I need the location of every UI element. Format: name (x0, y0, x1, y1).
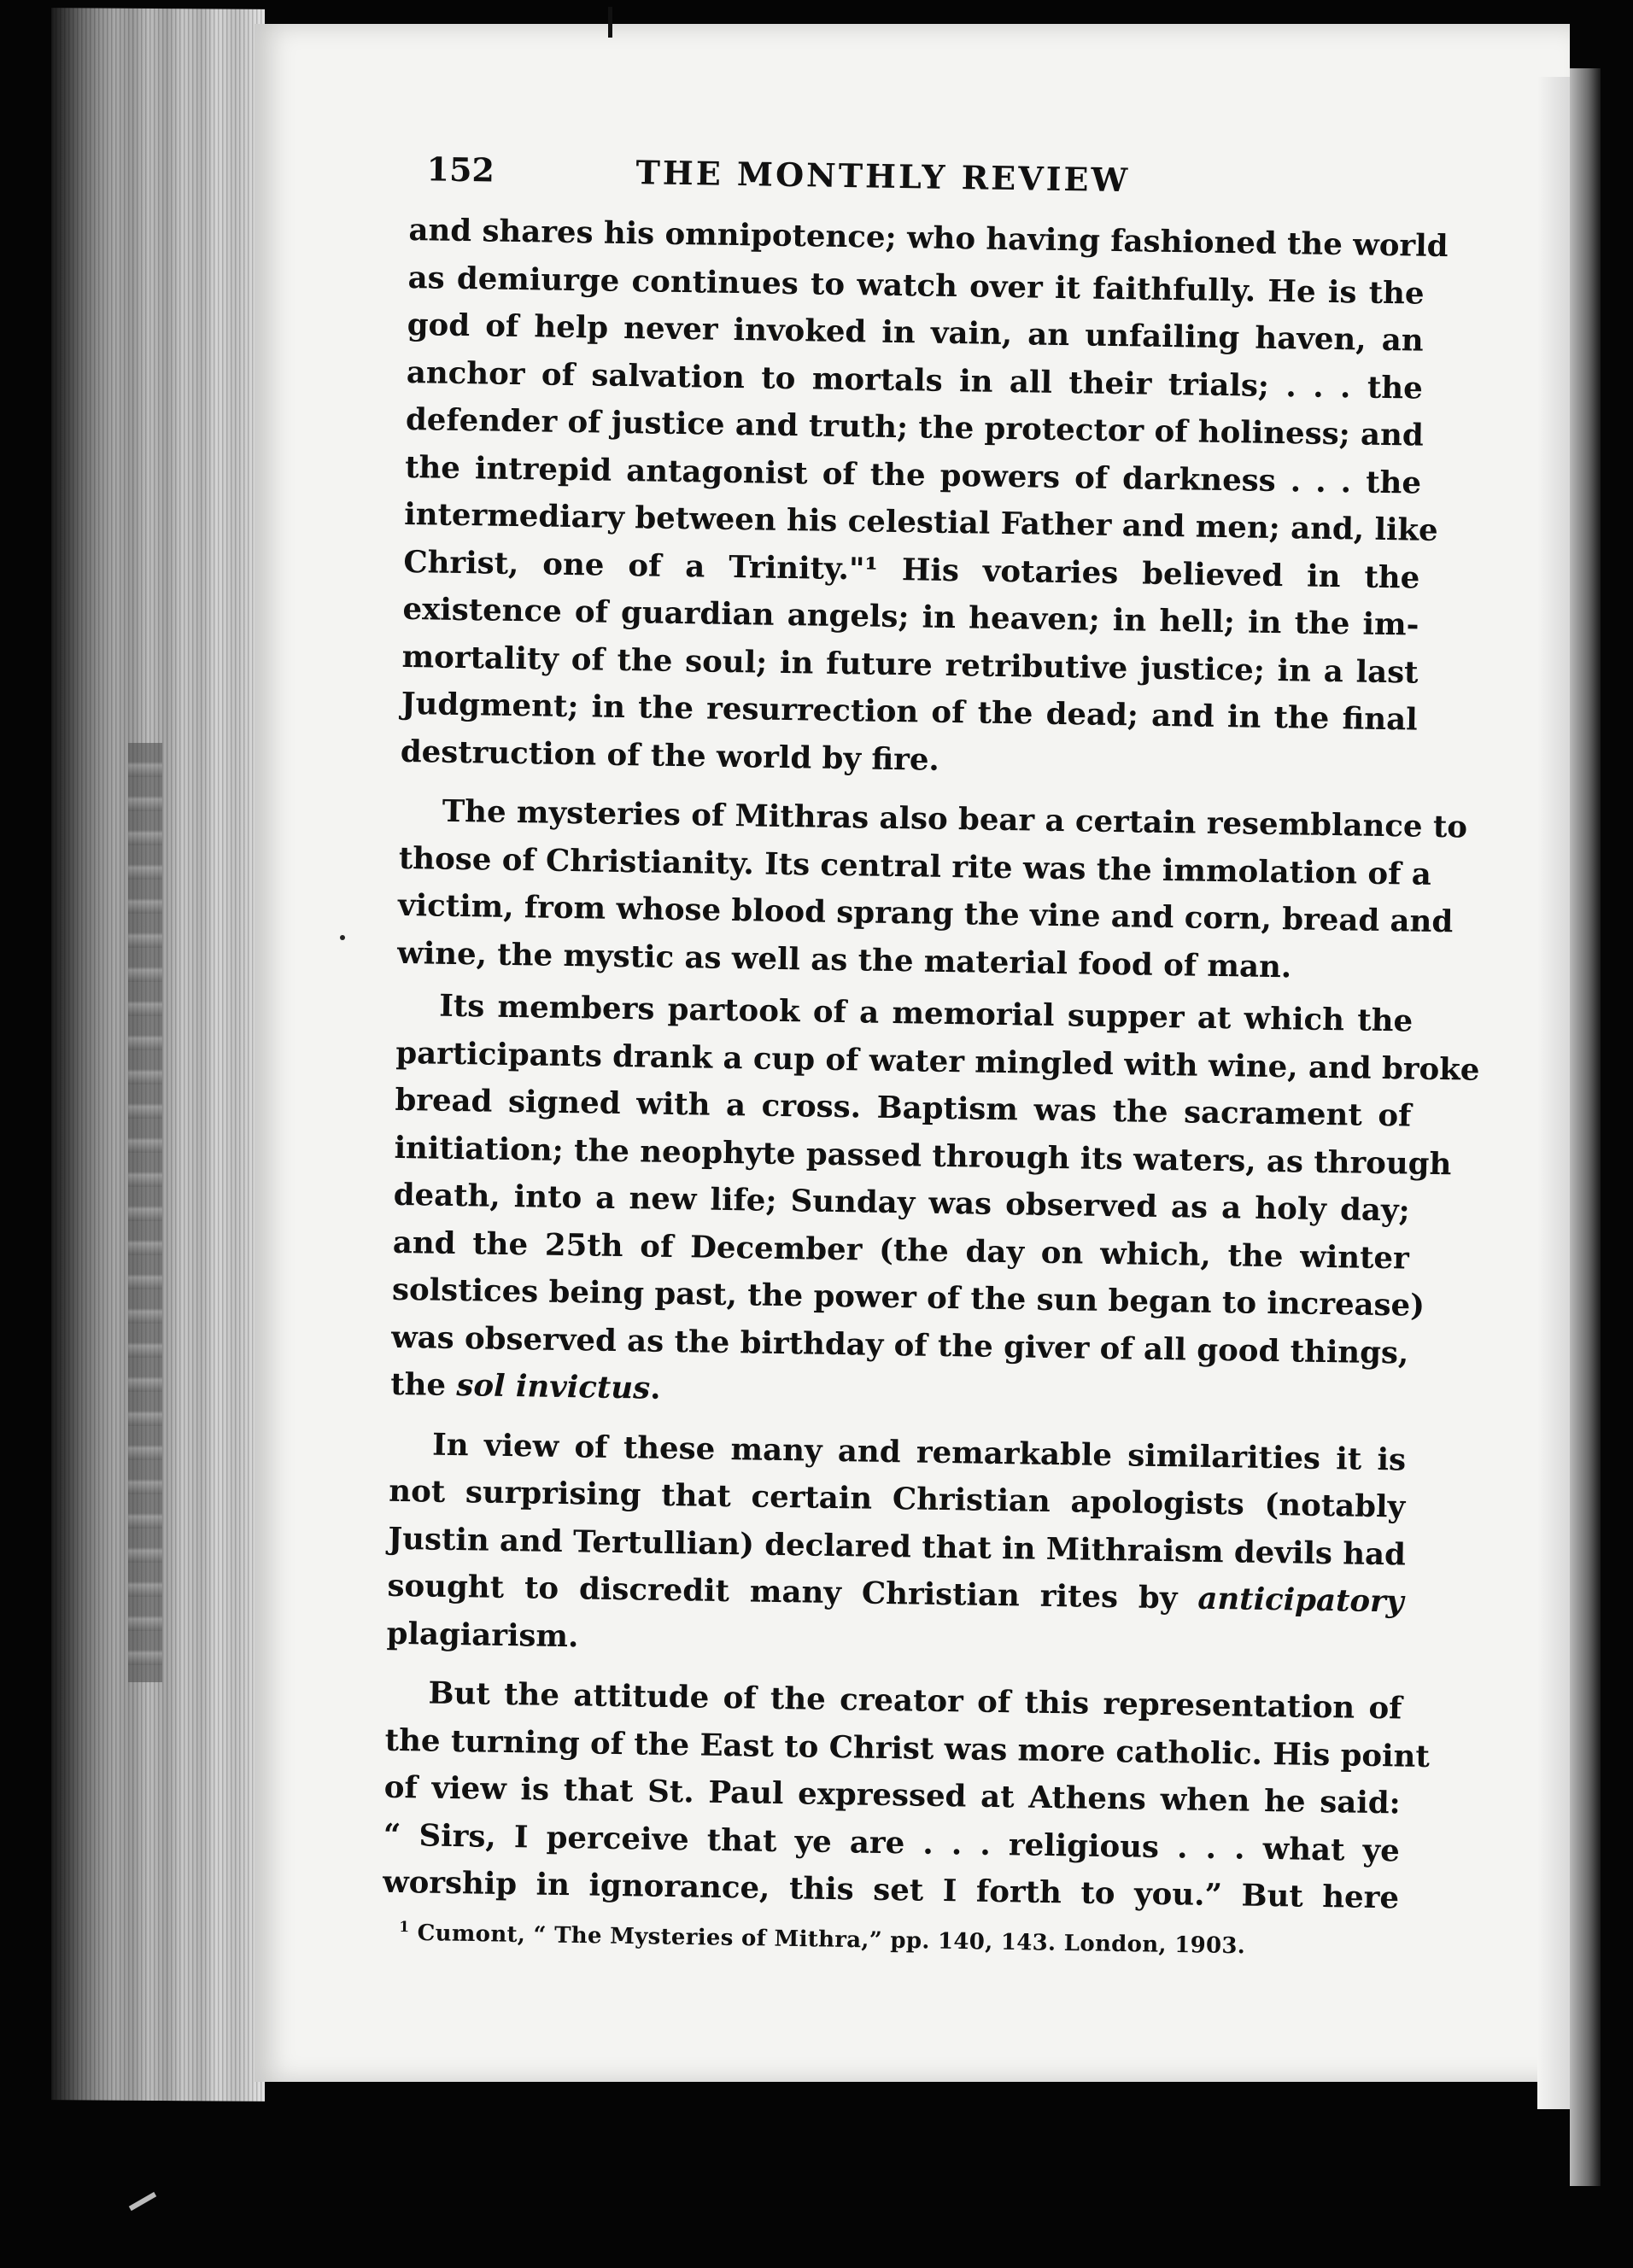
text-line: god of help never invoked in vain, an unfailing haven, an (407, 307, 1424, 359)
scan-mark (129, 2192, 156, 2211)
text-line: as demiurge continues to watch over it faithfully. He is the (407, 260, 1425, 312)
text-line: mortality of the soul; in future retributive justice; in a last (401, 639, 1419, 691)
paragraph (389, 982, 1480, 1424)
text-line: destruction of the world by fire. (400, 734, 940, 778)
text-line: anchor of salvation to mortals in all their trials; . . . the (406, 354, 1424, 406)
footnote-text: Cumont, “ The Mysteries of Mithra,” pp. 140, 143. London, 1903. (417, 1920, 1246, 1959)
paragraph (396, 787, 1468, 993)
text-line: the intrepid antagonist of the powers of darkness . . . the (404, 449, 1422, 501)
scan-mark (608, 7, 612, 38)
text-fragment: . (649, 1371, 661, 1406)
text-line: solstices being past, the power of the sun began to increase) (391, 1271, 1425, 1324)
journal-title: THE MONTHLY REVIEW (635, 153, 1131, 200)
text-line: wine, the mystic as well as the material food of man. (396, 935, 1292, 985)
text-fragment: the (389, 1366, 457, 1404)
text-fragment: sought to discredit many Christian rites by (387, 1568, 1198, 1616)
text-line: “ Sirs, I perceive that ye are . . . religious . . . what ye (383, 1817, 1401, 1868)
paragraph (382, 1669, 1431, 1922)
paragraph (386, 1420, 1406, 1673)
facing-page-edge (1570, 68, 1601, 2186)
page-content (382, 149, 1480, 1961)
text-line: plagiarism. (386, 1616, 579, 1654)
text-line: the turning of the East to Christ was more catholic. His point (384, 1722, 1431, 1774)
text-line: worship in ignorance, this set I forth to you.” But here (382, 1864, 1400, 1916)
footnote-marker: 1 (399, 1918, 410, 1936)
italic-phrase: anticipatory (1197, 1581, 1404, 1620)
text-line: intermediary between his celestial Father and men; and, like (403, 496, 1438, 548)
text-line: Judgment; in the resurrection of the dead; and in the final (401, 686, 1418, 738)
text-line: existence of guardian angels; in heaven; in hell; in the im- (402, 591, 1419, 643)
text-line: death, into a new life; Sunday was observed as a holy day; (393, 1177, 1410, 1229)
text-line: But the attitude of the creator of this representation of (428, 1675, 1402, 1727)
body-text (382, 207, 1480, 1922)
text-line: Christ, one of a Trinity."¹ His votaries believed in the (403, 544, 1420, 596)
text-line: defender of justice and truth; the protector of holiness; and (405, 401, 1425, 453)
facing-page-shadow (1537, 77, 1572, 2109)
text-line: those of Christianity. Its central rite was the immolation of a (398, 840, 1432, 892)
text-line: victim, from whose blood sprang the vine and corn, bread and (397, 887, 1454, 940)
italic-phrase: sol invictus (456, 1368, 651, 1406)
text-line: and shares his omnipotence; who having fashioned the world (408, 212, 1449, 265)
text-line: of view is that St. Paul expressed at Athens when he said: (383, 1769, 1402, 1821)
paragraph (400, 207, 1449, 792)
text-line: and the 25th of December (the day on which, the winter (392, 1225, 1410, 1277)
text-line: participants drank a cup of water mingled with wine, and broke (395, 1035, 1480, 1088)
page-number: 152 (426, 149, 495, 190)
book-spine-marking (128, 743, 162, 1682)
text-line: initiation; the neophyte passed through its waters, as through (394, 1130, 1452, 1182)
text-line: Its members partook of a memorial supper at which the (438, 988, 1414, 1039)
text-line: bread signed with a cross. Baptism was the sacrament of (395, 1082, 1412, 1134)
text-line: not surprising that certain Christian apologists (notably (388, 1473, 1406, 1525)
text-line: was observed as the birthday of the giver of all good things, (390, 1319, 1409, 1371)
scan-speck (340, 935, 345, 940)
text-line: Justin and Tertullian) declared that in Mithraism devils had (388, 1521, 1407, 1573)
text-line: The mysteries of Mithras also bear a certain resemblance to (442, 793, 1468, 845)
text-line: In view of these many and remarkable similarities it is (431, 1427, 1407, 1478)
